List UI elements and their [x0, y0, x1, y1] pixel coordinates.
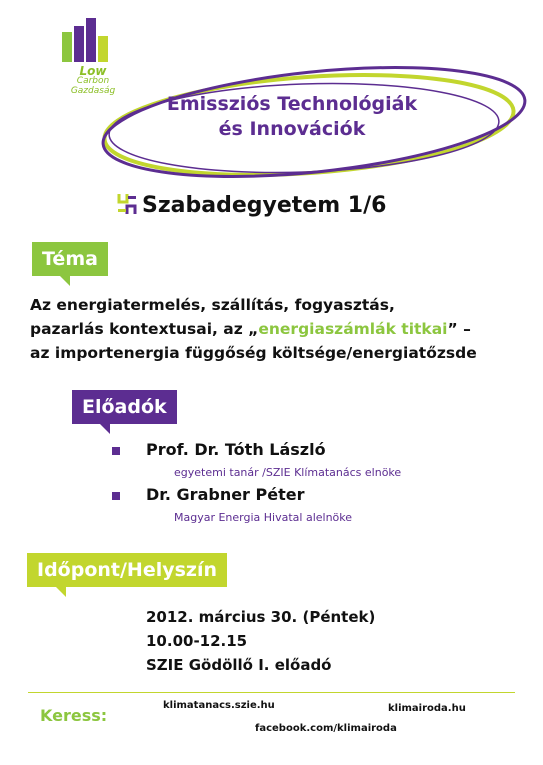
topic-line-2: [30, 317, 530, 341]
event-place: SZIE Gödöllő I. előadó: [146, 656, 332, 674]
topic-line-2-pre: pazarlás kontextusai, az „: [30, 320, 259, 338]
speaker-role: Magyar Energia Hivatal alelnöke: [174, 511, 353, 524]
section-tag-eloadok: Előadók: [72, 390, 177, 424]
topic-line-2-post: ” –: [447, 320, 471, 338]
event-title: [132, 92, 452, 142]
event-time: 10.00-12.15: [146, 632, 248, 650]
logo-line-1: Low: [79, 64, 107, 78]
topic-line-1: Az energiatermelés, szállítás, fogyasztás,: [30, 296, 395, 314]
topic-line-3: az importenergia függőség költsége/energiatőzsde: [30, 344, 477, 362]
speaker-name: Dr. Grabner Péter: [146, 485, 305, 504]
topic-text: [30, 293, 530, 365]
event-series-heading: Szabadegyetem 1/6: [142, 193, 387, 218]
logo-line-2: Carbon: [76, 76, 110, 86]
tag-tail: [56, 587, 66, 597]
low-carbon-logo-icon: [62, 18, 108, 62]
topic-highlight: energiaszámlák titkai: [258, 320, 448, 338]
bullet-icon: [112, 447, 120, 455]
keress-label: Keress:: [40, 706, 108, 725]
link-klimatanacs[interactable]: klimatanacs.szie.hu: [163, 700, 275, 711]
speaker-name: Prof. Dr. Tóth László: [146, 440, 326, 459]
event-date: 2012. március 30. (Péntek): [146, 608, 376, 626]
link-klimairoda[interactable]: klimairoda.hu: [388, 703, 466, 714]
title-line-2: és Innovációk: [218, 118, 366, 140]
university-logo-icon: [116, 192, 138, 216]
title-line-1: Emissziós Technológiák: [166, 93, 418, 115]
schedule-block: [146, 605, 375, 677]
link-facebook[interactable]: facebook.com/klimairoda: [255, 723, 397, 734]
section-tag-idopont: Időpont/Helyszín: [27, 553, 227, 587]
logo-line-3: Gazdaság: [70, 86, 116, 96]
tag-tail: [100, 424, 110, 434]
footer-divider: [28, 692, 515, 693]
speaker-role: egyetemi tanár /SZIE Klímatanács elnöke: [174, 466, 402, 479]
section-tag-tema: Téma: [32, 242, 108, 276]
tag-tail: [60, 276, 70, 286]
bullet-icon: [112, 492, 120, 500]
